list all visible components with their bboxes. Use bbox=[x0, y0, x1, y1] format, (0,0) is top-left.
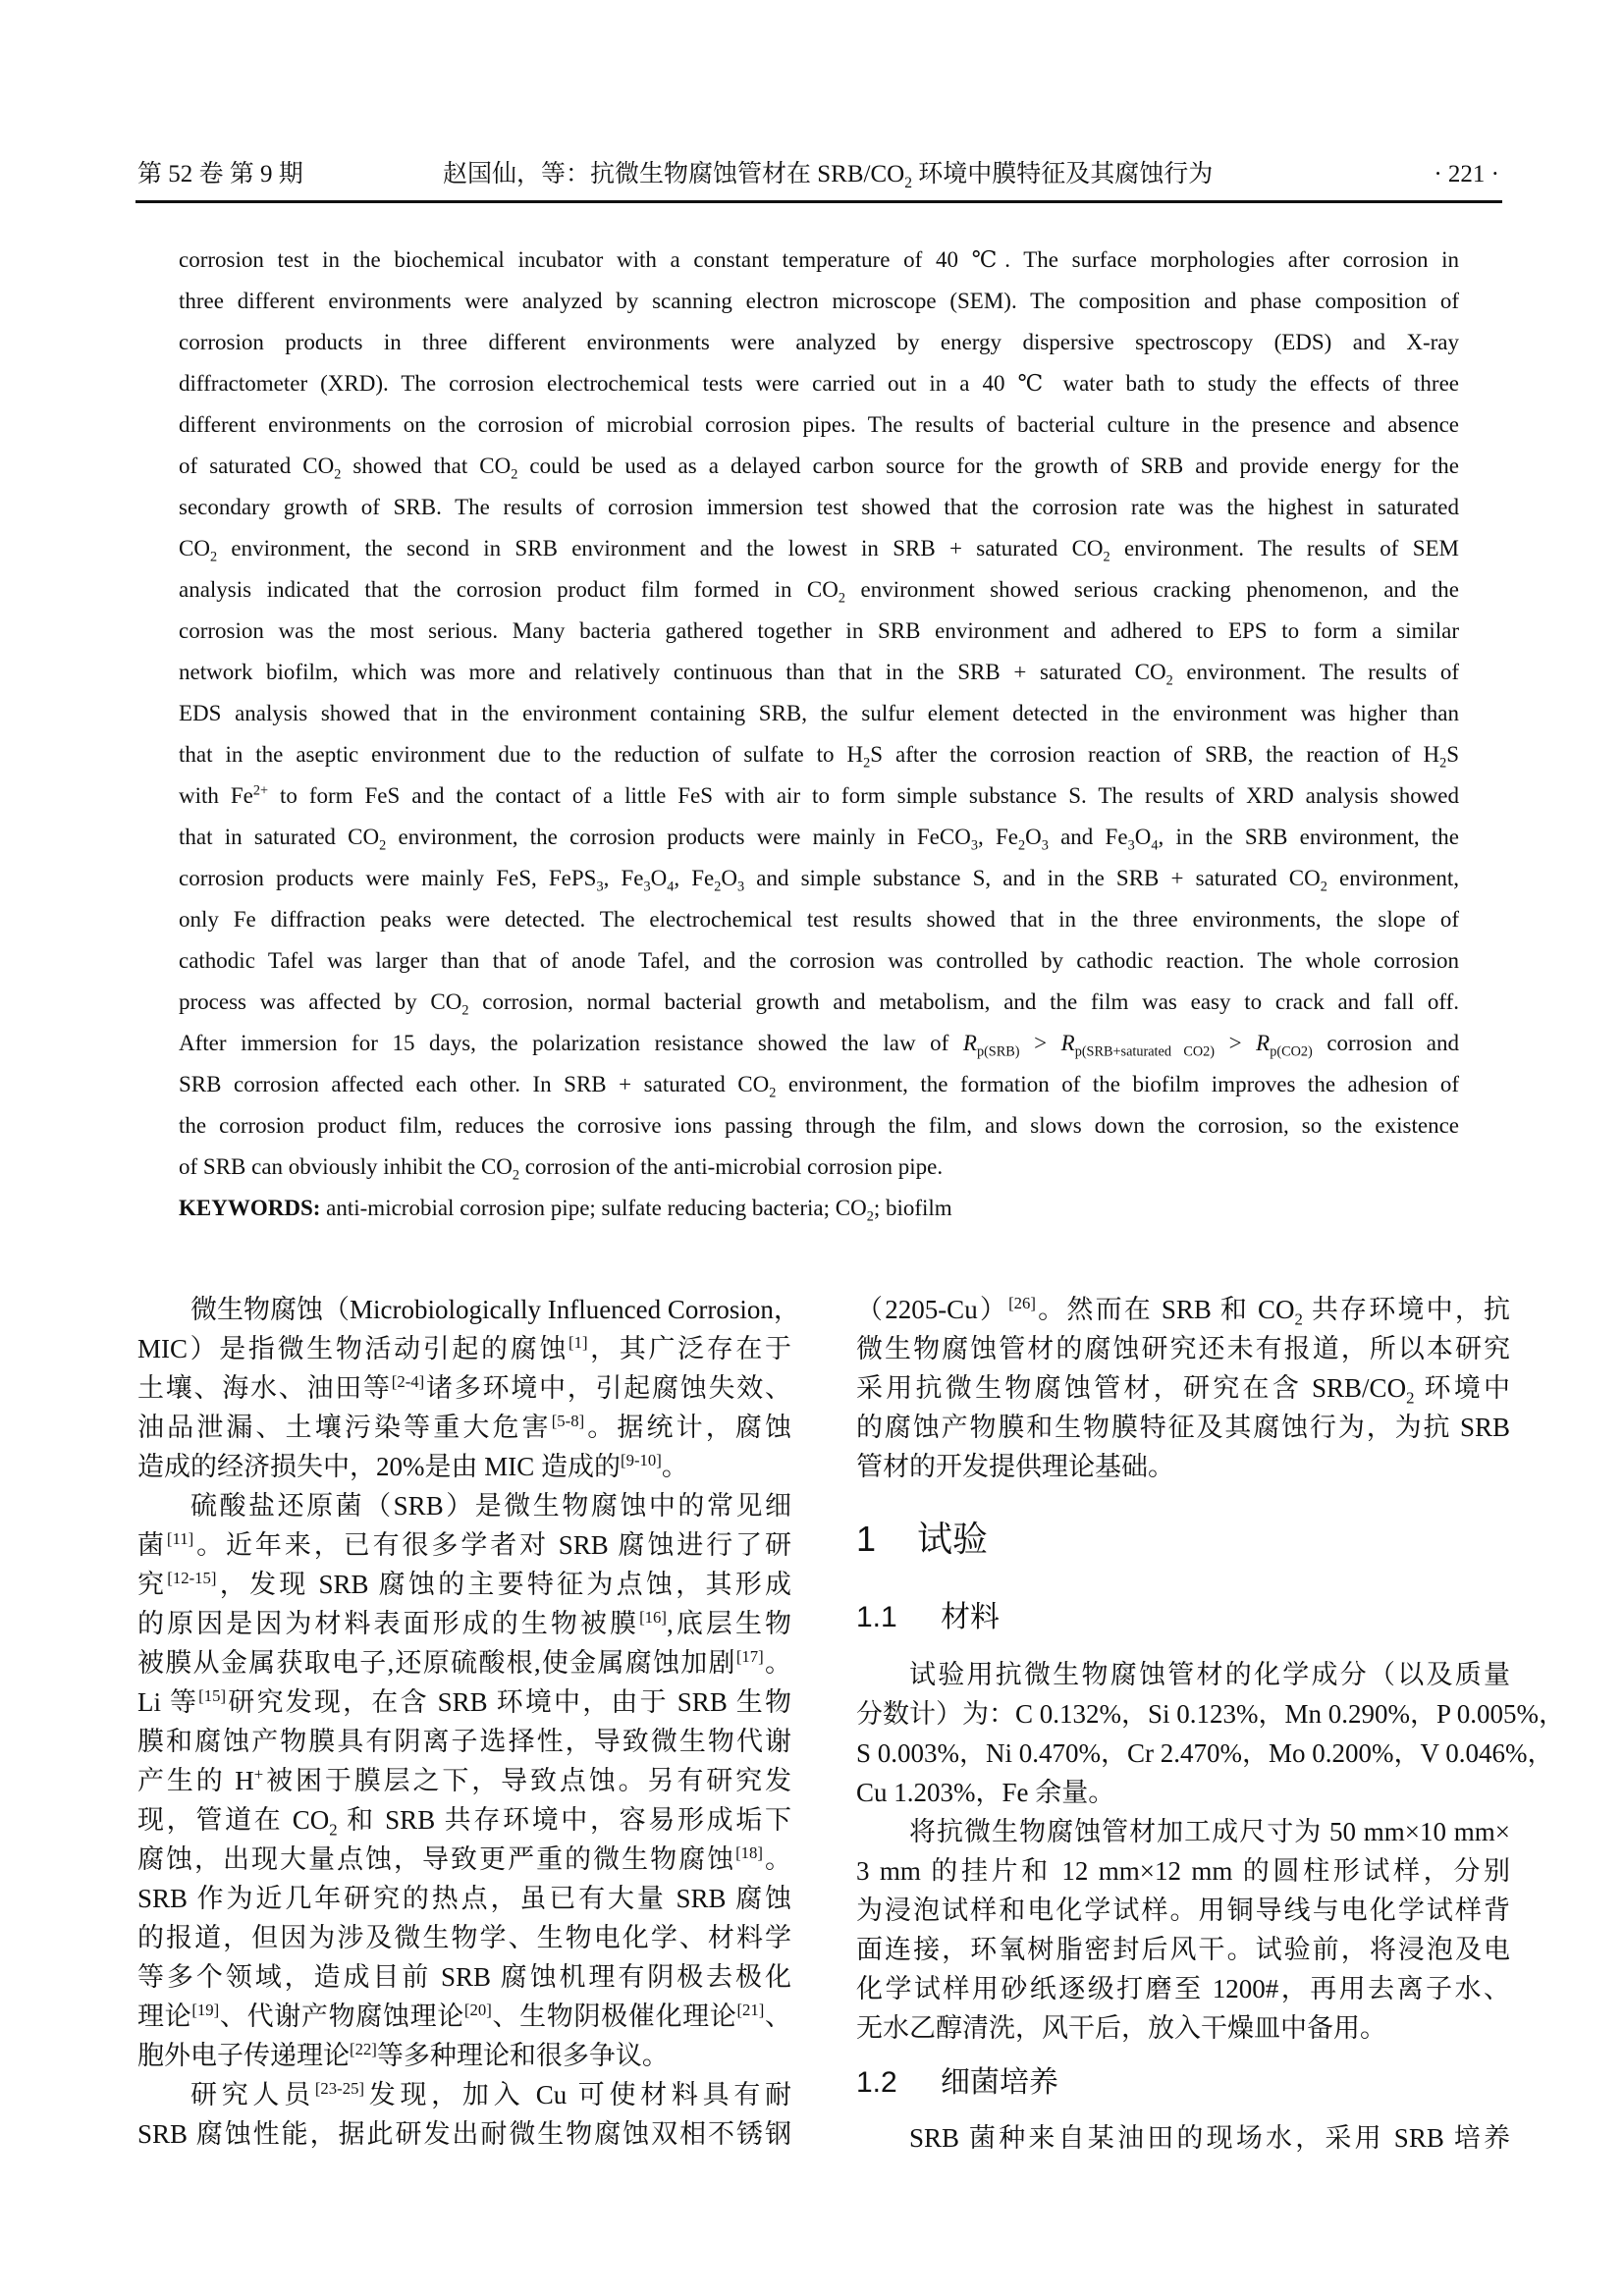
text-line: SRB corrosion affected each other. In SRB + saturated $CO_2$ environment, the formation of the biofilm improves the adhesion of bbox=[179, 1072, 1460, 1101]
page-number: · 221 · bbox=[1434, 161, 1499, 187]
section-title: 试验 bbox=[917, 1519, 989, 1559]
text-line: 管材的开发提供理论基础。 bbox=[856, 1452, 1174, 1481]
text-line: analysis indicated that the corrosion product film formed in $CO_2$ environment showed serious cracking phenomenon, and the bbox=[179, 577, 1459, 607]
text-line: with $Fe^{2+}$ to form FeS and the contact of a little FeS with air to form simple substance S. The results of XRD analysis showed bbox=[179, 782, 1460, 808]
right-column-intro bbox=[856, 1290, 1510, 1486]
text-line: 被膜从金属获取电子,还原硫酸根,使金属腐蚀加剧[17]。 bbox=[137, 1647, 792, 1678]
text-line: 化学试样用砂纸逐级打磨至 1200#，再用去离子水、 bbox=[856, 1974, 1510, 2003]
text-line: 现，管道在 $CO_2$ 和 SRB 共存环境中，容易形成垢下 bbox=[137, 1805, 791, 1840]
section-heading-1 bbox=[856, 1518, 988, 1561]
text-line: different environments on the corrosion of microbial corrosion pipes. The results of bacterial culture in the presence and absence bbox=[179, 412, 1459, 437]
text-line: 将抗微生物腐蚀管材加工成尺寸为 50 mm×10 mm× bbox=[909, 1817, 1510, 1846]
keywords-text: anti-microbial corrosion pipe; sulfate reducing bacteria; $CO_2$; biofilm bbox=[320, 1196, 952, 1225]
section-heading-1-2 bbox=[856, 2063, 1058, 2103]
text-line: 究[12-15]，发现 SRB 腐蚀的主要特征为点蚀，其形成 bbox=[137, 1569, 791, 1599]
text-line: corrosion products in three different environments were analyzed by energy dispersive spectroscopy (EDS) and X-ray bbox=[179, 330, 1459, 354]
text-line: network biofilm, which was more and relatively continuous than that in the SRB + saturated $CO_2$ environment. The results of bbox=[179, 660, 1459, 689]
text-line: 胞外电子传递理论[22]等多种理论和很多争议。 bbox=[137, 2040, 669, 2070]
text-line: of SRB can obviously inhibit the $CO_2$ corrosion of the anti-microbial corrosion pipe. bbox=[179, 1154, 944, 1184]
text-line: （2205-Cu）[26]。然而在 SRB 和 $CO_2$ 共存环境中，抗 bbox=[856, 1294, 1511, 1329]
section-number: 1 bbox=[856, 1519, 877, 1559]
section-heading-1-1 bbox=[856, 1598, 1000, 1637]
materials-text bbox=[856, 1655, 1566, 2048]
running-title: 赵国仙，等：抗微生物腐蚀管材在 SRB/$CO_2$ 环境中膜特征及其腐蚀行为 bbox=[443, 161, 1214, 191]
text-line: diffractometer (XRD). The corrosion electrochemical tests were carried out in a 40 ℃ water bath to study the effects of three bbox=[179, 371, 1459, 396]
text-line: 微生物腐蚀（Microbiologically Influenced Corrosion， bbox=[190, 1295, 800, 1324]
text-line: 造成的经济损失中，20%是由 MIC 造成的[9-10]。 bbox=[137, 1451, 688, 1481]
text-line: 的原因是因为材料表面形成的生物被膜[16],底层生物 bbox=[137, 1608, 792, 1638]
text-line: that in saturated $CO_2$ environment, the corrosion products were mainly in FeCO$_3$, $Fe_2O_3$ and $Fe_3O_4$, in the SRB environment, the bbox=[179, 825, 1460, 854]
text-line: 的腐蚀产物膜和生物膜特征及其腐蚀行为，为抗 SRB bbox=[856, 1413, 1510, 1442]
section-number: 1.1 bbox=[856, 1601, 897, 1633]
text-line: SRB 腐蚀性能，据此研发出耐微生物腐蚀双相不锈钢 bbox=[137, 2119, 791, 2149]
text-line: 无水乙醇清洗，风干后，放入干燥皿中备用。 bbox=[856, 2013, 1386, 2043]
text-line: Cu 1.203%，Fe 余量。 bbox=[856, 1778, 1115, 1807]
text-line: After immersion for 15 days, the polarization resistance showed the law of $R_{p(SRB)} > R_{p(SRB+saturated CO2)} > R_{p(CO2)}$ corrosion and bbox=[179, 1031, 1459, 1060]
text-line: SRB 菌种来自某油田的现场水，采用 SRB 培养 bbox=[909, 2123, 1510, 2153]
text-line: S 0.003%，Ni 0.470%，Cr 2.470%，Mo 0.200%，V 0.046%， bbox=[856, 1738, 1554, 1768]
text-line: 的报道，但因为涉及微生物学、生物电化学、材料学 bbox=[137, 1923, 791, 1952]
text-line: 3 mm 的挂片和 12 mm×12 mm 的圆柱形试样，分别 bbox=[856, 1856, 1510, 1886]
section-title: 细菌培养 bbox=[941, 2066, 1058, 2099]
header-rule bbox=[135, 200, 1502, 203]
text-line: 微生物腐蚀管材的腐蚀研究还未有报道，所以本研究 bbox=[856, 1334, 1510, 1363]
text-line: 理论[19]、代谢产物腐蚀理论[20]、生物阴极催化理论[21]、 bbox=[137, 2001, 792, 2031]
text-line: 试验用抗微生物腐蚀管材的化学成分（以及质量 bbox=[909, 1660, 1510, 1689]
text-line: 为浸泡试样和电化学试样。用铜导线与电化学试样背 bbox=[856, 1896, 1510, 1925]
text-line: 面连接，环氧树脂密封后风干。试验前，将浸泡及电 bbox=[856, 1935, 1510, 1964]
text-line: corrosion test in the biochemical incubator with a constant temperature of 40 ℃. The surface morphologies after corrosion in bbox=[179, 247, 1459, 272]
text-line: that in the aseptic environment due to the reduction of sulfate to $H_2S$ after the corrosion reaction of SRB, the reaction of $H_2S$ bbox=[179, 742, 1460, 772]
journal-issue: 第 52 卷 第 9 期 bbox=[137, 161, 303, 187]
text-line: corrosion products were mainly FeS, FePS$_3$, $Fe_3O_4$, $Fe_2O_3$ and simple substance S, and in the SRB + saturated $CO_2$ environment, bbox=[179, 866, 1460, 895]
text-line: of saturated $CO_2$ showed that $CO_2$ could be used as a delayed carbon source for the growth of SRB and provide energy for the bbox=[179, 454, 1459, 483]
text-line: secondary growth of SRB. The results of corrosion immersion test showed that the corrosion rate was the highest in saturated bbox=[179, 495, 1459, 519]
text-line: 等多个领域，造成目前 SRB 腐蚀机理有阴极去极化 bbox=[137, 1962, 791, 1992]
text-line: SRB 作为近几年研究的热点，虽已有大量 SRB 腐蚀 bbox=[137, 1884, 791, 1913]
text-line: corrosion was the most serious. Many bacteria gathered together in SRB environment and adhered to EPS to form a similar bbox=[179, 618, 1459, 643]
left-column bbox=[137, 1290, 800, 2154]
text-line: 研究人员[23-25]发现，加入 Cu 可使材料具有耐 bbox=[190, 2079, 791, 2109]
keywords-label: KEYWORDS: bbox=[179, 1196, 321, 1220]
text-line: three different environments were analyzed by scanning electron microscope (SEM). The composition and phase composition of bbox=[179, 289, 1459, 313]
text-line: 采用抗微生物腐蚀管材，研究在含 SRB/$CO_2$ 环境中 bbox=[856, 1373, 1511, 1408]
text-line: cathodic Tafel was larger than that of anode Tafel, and the corrosion was controlled by cathodic reaction. The whole corrosion bbox=[179, 948, 1459, 973]
text-line: 产生的 H+被困于膜层之下，导致点蚀。另有研究发 bbox=[137, 1765, 792, 1795]
text-line: 分数计）为：C 0.132%，Si 0.123%，Mn 0.290%，P 0.005%， bbox=[856, 1699, 1566, 1729]
text-line: the corrosion product film, reduces the corrosive ions passing through the film, and slows down the corrosion, so the existence bbox=[179, 1113, 1459, 1138]
text-line: Li 等[15]研究发现，在含 SRB 环境中，由于 SRB 生物 bbox=[137, 1686, 791, 1717]
section-title: 材料 bbox=[941, 1601, 1000, 1633]
text-line: $CO_2$ environment, the second in SRB environment and the lowest in SRB + saturated $CO_2$ environment. The results of SEM bbox=[179, 536, 1460, 565]
text-line: 腐蚀，出现大量点蚀，导致更严重的微生物腐蚀[18]。 bbox=[137, 1843, 792, 1874]
text-line: MIC）是指微生物活动引起的腐蚀[1]，其广泛存在于 bbox=[137, 1333, 792, 1363]
text-line: 硫酸盐还原菌（SRB）是微生物腐蚀中的常见细 bbox=[190, 1491, 791, 1521]
abstract bbox=[179, 240, 1459, 1229]
text-line: only Fe diffraction peaks were detected. The electrochemical test results showed that in the three environments, the slope of bbox=[179, 907, 1459, 932]
keywords bbox=[179, 1188, 1459, 1229]
text-line: 膜和腐蚀产物膜具有阴离子选择性，导致微生物代谢 bbox=[137, 1727, 791, 1756]
text-line: 菌[11]。近年来，已有很多学者对 SRB 腐蚀进行了研 bbox=[137, 1529, 791, 1560]
culture-text bbox=[856, 2118, 1510, 2158]
text-line: 土壤、海水、油田等[2-4]诸多环境中，引起腐蚀失效、 bbox=[137, 1372, 792, 1403]
text-line: process was affected by $CO_2$ corrosion, normal bacterial growth and metabolism, and the film was easy to crack and fall off. bbox=[179, 989, 1459, 1019]
text-line: EDS analysis showed that in the environment containing SRB, the sulfur element detected in the environment was higher than bbox=[179, 701, 1459, 725]
text-line: 油品泄漏、土壤污染等重大危害[5-8]。据统计，腐蚀 bbox=[137, 1412, 792, 1442]
section-number: 1.2 bbox=[856, 2066, 897, 2099]
